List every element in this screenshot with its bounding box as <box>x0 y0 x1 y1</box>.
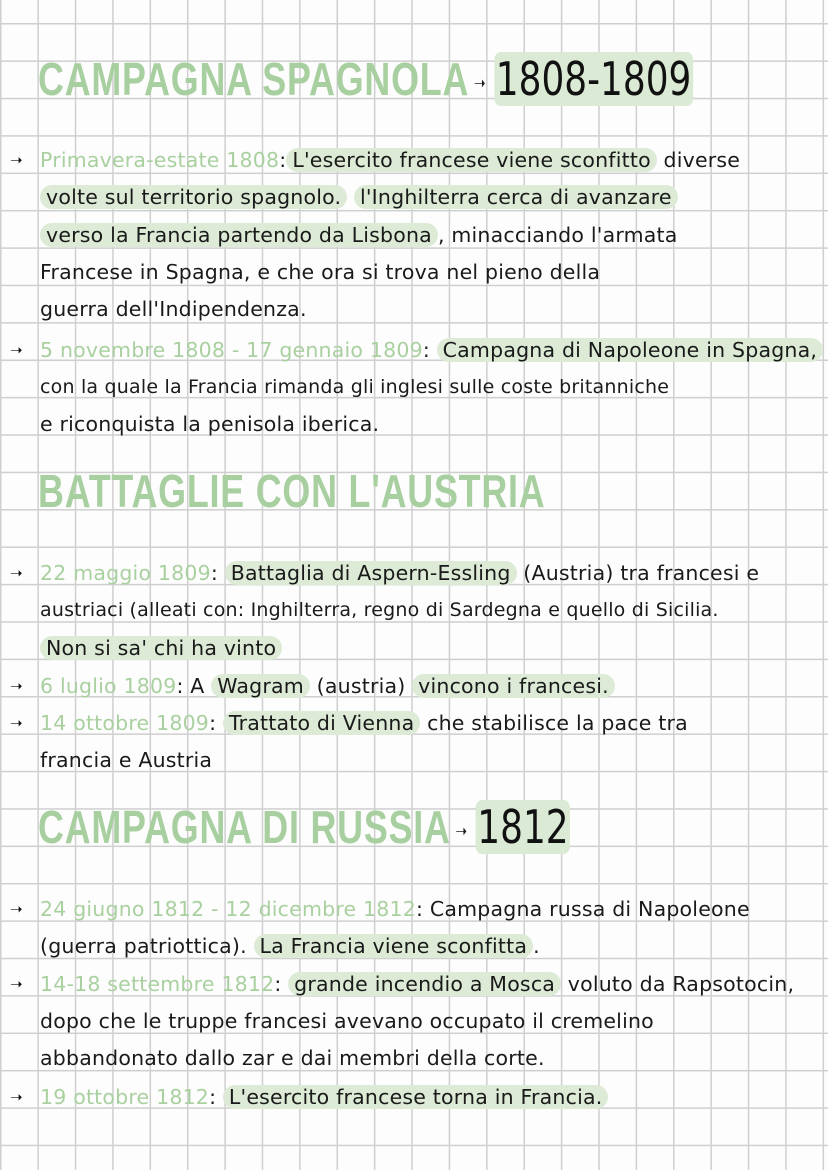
highlighted-text: Campagna di Napoleone in Spagna, <box>437 338 823 362</box>
text: austriaci (alleati con: Inghilterra, regno di Sardegna e quello di Sicilia. <box>40 599 719 621</box>
arrow-right-icon: ➝ <box>10 975 23 993</box>
entry-line <box>40 409 379 439</box>
highlighted-text: Trattato di Vienna <box>223 711 421 735</box>
entry-line <box>40 931 540 961</box>
highlighted-text: L'esercito francese viene sconfitto <box>286 148 656 172</box>
text: : <box>209 711 223 735</box>
arrow-right-icon: ➝ <box>10 564 23 582</box>
highlighted-text: Wagram <box>211 674 310 698</box>
highlighted-text: La Francia viene sconfitta <box>254 934 534 958</box>
highlighted-text: Battaglia di Aspern-Essling <box>225 561 517 585</box>
entry-line <box>40 182 678 212</box>
text: (guerra patriottica). <box>40 934 254 958</box>
text: abbandonato dallo zar e dai membri della corte. <box>40 1046 545 1070</box>
text: : <box>274 972 289 996</box>
highlighted-text: vincono i francesi. <box>412 674 615 698</box>
text: francia e Austria <box>40 748 213 772</box>
text: dopo che le truppe francesi avevano occupato il cremelino <box>40 1009 654 1033</box>
heading-title: CAMPAGNA SPAGNOLA <box>38 53 470 105</box>
entry-line <box>40 633 282 663</box>
entry-line <box>40 708 688 738</box>
text: : <box>279 148 287 172</box>
text: Francese in Spagna, e che ora si trova nel pieno della <box>40 260 601 284</box>
entry-date: 5 novembre 1808 - 17 gennaio 1809 <box>40 338 423 362</box>
section-heading-battaglie-austria <box>38 465 546 517</box>
arrow-right-icon: ➝ <box>10 341 23 359</box>
text: (austria) <box>309 674 413 698</box>
heading-year: 1808-1809 <box>495 52 692 106</box>
entry-line <box>40 745 212 775</box>
entry-line <box>40 969 794 999</box>
highlighted-text: L'esercito francese torna in Francia. <box>223 1085 609 1109</box>
text: . <box>533 934 540 958</box>
entry-date: 14-18 settembre 1812 <box>40 972 275 996</box>
arrow-right-icon: ➝ <box>10 900 23 918</box>
entry-line <box>40 372 669 402</box>
text: diverse <box>656 148 741 172</box>
section-heading-campagna-spagnola <box>38 52 693 106</box>
heading-year: 1812 <box>477 800 569 854</box>
text: guerra dell'Indipendenza. <box>40 297 307 321</box>
heading-title: BATTAGLIE CON L'AUSTRIA <box>38 465 546 517</box>
text: : A <box>176 674 212 698</box>
entry-line <box>40 257 600 287</box>
text: : <box>210 561 225 585</box>
entry-line <box>40 335 823 365</box>
text: : <box>209 1085 223 1109</box>
entry-line <box>40 145 740 175</box>
highlighted-text: grande incendio a Mosca <box>288 972 561 996</box>
entry-line <box>40 1043 545 1073</box>
entry-line <box>40 558 759 588</box>
highlighted-text: Non si sa' chi ha vinto <box>40 636 282 660</box>
text: : <box>422 338 437 362</box>
text: (Austria) tra francesi e <box>516 561 760 585</box>
arrow-right-icon: ➝ <box>455 820 468 841</box>
highlighted-text: volte sul territorio spagnolo. <box>40 185 347 209</box>
entry-date: 6 luglio 1809 <box>40 674 177 698</box>
entry-line <box>40 294 307 324</box>
entry-date: Primavera-estate 1808 <box>40 148 280 172</box>
text: e riconquista la penisola iberica. <box>40 412 380 436</box>
text <box>347 185 354 209</box>
text: voluto da Rapsotocin, <box>561 972 795 996</box>
entry-line <box>40 220 678 250</box>
entry-date: 24 giugno 1812 - 12 dicembre 1812 <box>40 897 417 921</box>
text: con la quale la Francia rimanda gli inglesi sulle coste britanniche <box>40 376 670 398</box>
entry-date: 19 ottobre 1812 <box>40 1085 210 1109</box>
entry-date: 22 maggio 1809 <box>40 561 211 585</box>
text: : Campagna russa di Napoleone <box>416 897 750 921</box>
entry-line <box>40 595 719 625</box>
arrow-right-icon: ➝ <box>10 714 23 732</box>
heading-title: CAMPAGNA DI RUSSIA <box>38 801 451 853</box>
highlighted-text: verso la Francia partendo da Lisbona <box>40 223 438 247</box>
entry-line <box>40 1006 654 1036</box>
arrow-right-icon: ➝ <box>10 151 23 169</box>
arrow-right-icon: ➝ <box>473 72 487 93</box>
entry-date: 14 ottobre 1809 <box>40 711 210 735</box>
entry-line <box>40 894 750 924</box>
entry-line <box>40 671 615 701</box>
arrow-right-icon: ➝ <box>10 1088 23 1106</box>
text: che stabilisce la pace tra <box>420 711 688 735</box>
text: , minacciando l'armata <box>437 223 678 247</box>
entry-line <box>40 1082 608 1112</box>
highlighted-text: l'Inghilterra cerca di avanzare <box>354 185 678 209</box>
arrow-right-icon: ➝ <box>10 677 23 695</box>
section-heading-campagna-russia <box>38 800 570 854</box>
